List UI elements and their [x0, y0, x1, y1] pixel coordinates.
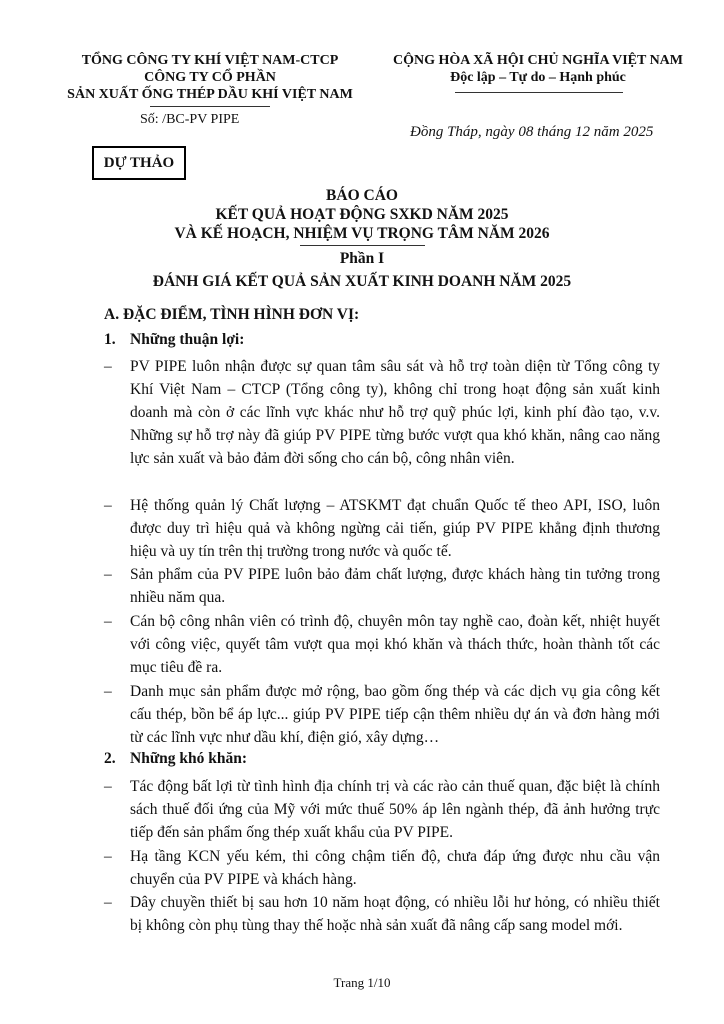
advantage-text: Hệ thống quản lý Chất lượng – ATSKMT đạt chuẩn Quốc tế theo API, ISO, luôn được duy trì hiệu quả và không ngừng cải tiến, giúp PV PIPE khẳng định thương hiệu và uy tín trên thị trường trong nước và quốc tế.	[130, 497, 660, 560]
report-title-line2: VÀ KẾ HOẠCH, NHIỆM VỤ TRỌNG TÂM NĂM 2026	[174, 225, 550, 242]
motto-underline	[455, 92, 623, 93]
company-header	[40, 52, 380, 103]
national-motto: Độc lập – Tự do – Hạnh phúc	[450, 70, 626, 85]
advantage-text: Sản phẩm của PV PIPE luôn bảo đảm chất lượng, được khách hàng tin tưởng trong nhiều năm qua.	[130, 566, 660, 606]
bullet-dash: –	[104, 848, 112, 865]
list-item	[104, 891, 660, 937]
national-header	[368, 52, 708, 86]
bullet-dash: –	[104, 566, 112, 583]
bullet-dash: –	[104, 358, 112, 375]
subsection-1-number: 1.	[104, 331, 116, 348]
section-a-heading: A. ĐẶC ĐIỂM, TÌNH HÌNH ĐƠN VỊ:	[104, 306, 360, 323]
draft-stamp: DỰ THẢO	[92, 146, 186, 180]
difficulty-text: Tác động bất lợi từ tình hình địa chính trị và các rào cản thuế quan, đặc biệt là chính sách thuế đối ứng của Mỹ với mức thuế 50% áp lên ngành thép, đã ảnh hưởng trực tiếp đến sản phẩm ống thép xuất khẩu của PV PIPE.	[130, 778, 660, 841]
subsection-2-label: Những khó khăn:	[130, 750, 247, 767]
part-label: Phần I	[339, 250, 385, 267]
advantage-text: Cán bộ công nhân viên có trình độ, chuyên môn tay nghề cao, đoàn kết, nhiệt huyết với công việc, quyết tâm vượt qua mọi khó khăn và thách thức, hoàn thành tốt các mục tiêu đề ra.	[130, 613, 660, 676]
bullet-dash: –	[104, 497, 112, 514]
parent-company-name: TỔNG CÔNG TY KHÍ VIỆT NAM-CTCP	[81, 53, 339, 68]
list-item	[104, 355, 660, 470]
subsection-1-label: Những thuận lợi:	[130, 331, 245, 348]
bullet-dash: –	[104, 613, 112, 630]
list-item	[104, 494, 660, 563]
difficulty-text: Dây chuyền thiết bị sau hơn 10 năm hoạt động, có nhiều lỗi hư hỏng, có nhiều thiết bị không còn phụ tùng thay thế hoặc nhà sản xuất đã nâng cấp sang model mới.	[130, 894, 660, 934]
list-item	[104, 845, 660, 891]
report-label: BÁO CÁO	[326, 187, 398, 204]
bullet-dash: –	[104, 683, 112, 700]
document-number: Số: /BC-PV PIPE	[140, 112, 240, 127]
page-number: Trang 1/10	[333, 975, 391, 990]
subsection-2-heading	[104, 750, 247, 768]
part-title: ĐÁNH GIÁ KẾT QUẢ SẢN XUẤT KINH DOANH NĂM 2025	[152, 273, 572, 290]
subsection-1-heading	[104, 331, 244, 349]
report-title-line1: KẾT QUẢ HOẠT ĐỘNG SXKD NĂM 2025	[215, 206, 509, 223]
advantage-text: PV PIPE luôn nhận được sự quan tâm sâu sát và hỗ trợ toàn diện từ Tổng công ty Khí Việt Nam – CTCP (Tổng công ty), không chỉ trong hoạt động sản xuất kinh doanh mà còn ở các lĩnh vực khác như hỗ trợ quỹ phúc lợi, kinh phí đào tạo, v.v. Những sự hỗ trợ này đã giúp PV PIPE từng bước vượt qua khó khăn, nâng cao năng lực sản xuất và bảo đảm đời sống cho cán bộ, công nhân viên.	[130, 358, 660, 467]
company-underline	[150, 106, 270, 107]
list-item	[104, 610, 660, 679]
bullet-dash: –	[104, 778, 112, 795]
document-date: Đồng Tháp, ngày 08 tháng 12 năm 2025	[410, 124, 654, 140]
subsection-2-number: 2.	[104, 750, 116, 767]
list-item	[104, 775, 660, 844]
bullet-dash: –	[104, 894, 112, 911]
company-name: SẢN XUẤT ỐNG THÉP DẦU KHÍ VIỆT NAM	[67, 87, 353, 102]
country-name: CỘNG HÒA XÃ HỘI CHỦ NGHĨA VIỆT NAM	[392, 53, 683, 68]
list-item	[104, 680, 660, 749]
company-type: CÔNG TY CỔ PHẦN	[144, 70, 276, 85]
title-underline	[300, 245, 425, 246]
advantage-text: Danh mục sản phẩm được mở rộng, bao gồm ống thép và các dịch vụ gia công kết cấu thép, bồn bể áp lực... giúp PV PIPE tiếp cận thêm nhiều dự án và đơn hàng mới từ các lĩnh vực như dầu khí, điện gió, xây dựng…	[130, 683, 660, 746]
difficulty-text: Hạ tầng KCN yếu kém, thi công chậm tiến độ, chưa đáp ứng được nhu cầu vận chuyển của PV PIPE và khách hàng.	[130, 848, 660, 888]
list-item	[104, 563, 660, 609]
